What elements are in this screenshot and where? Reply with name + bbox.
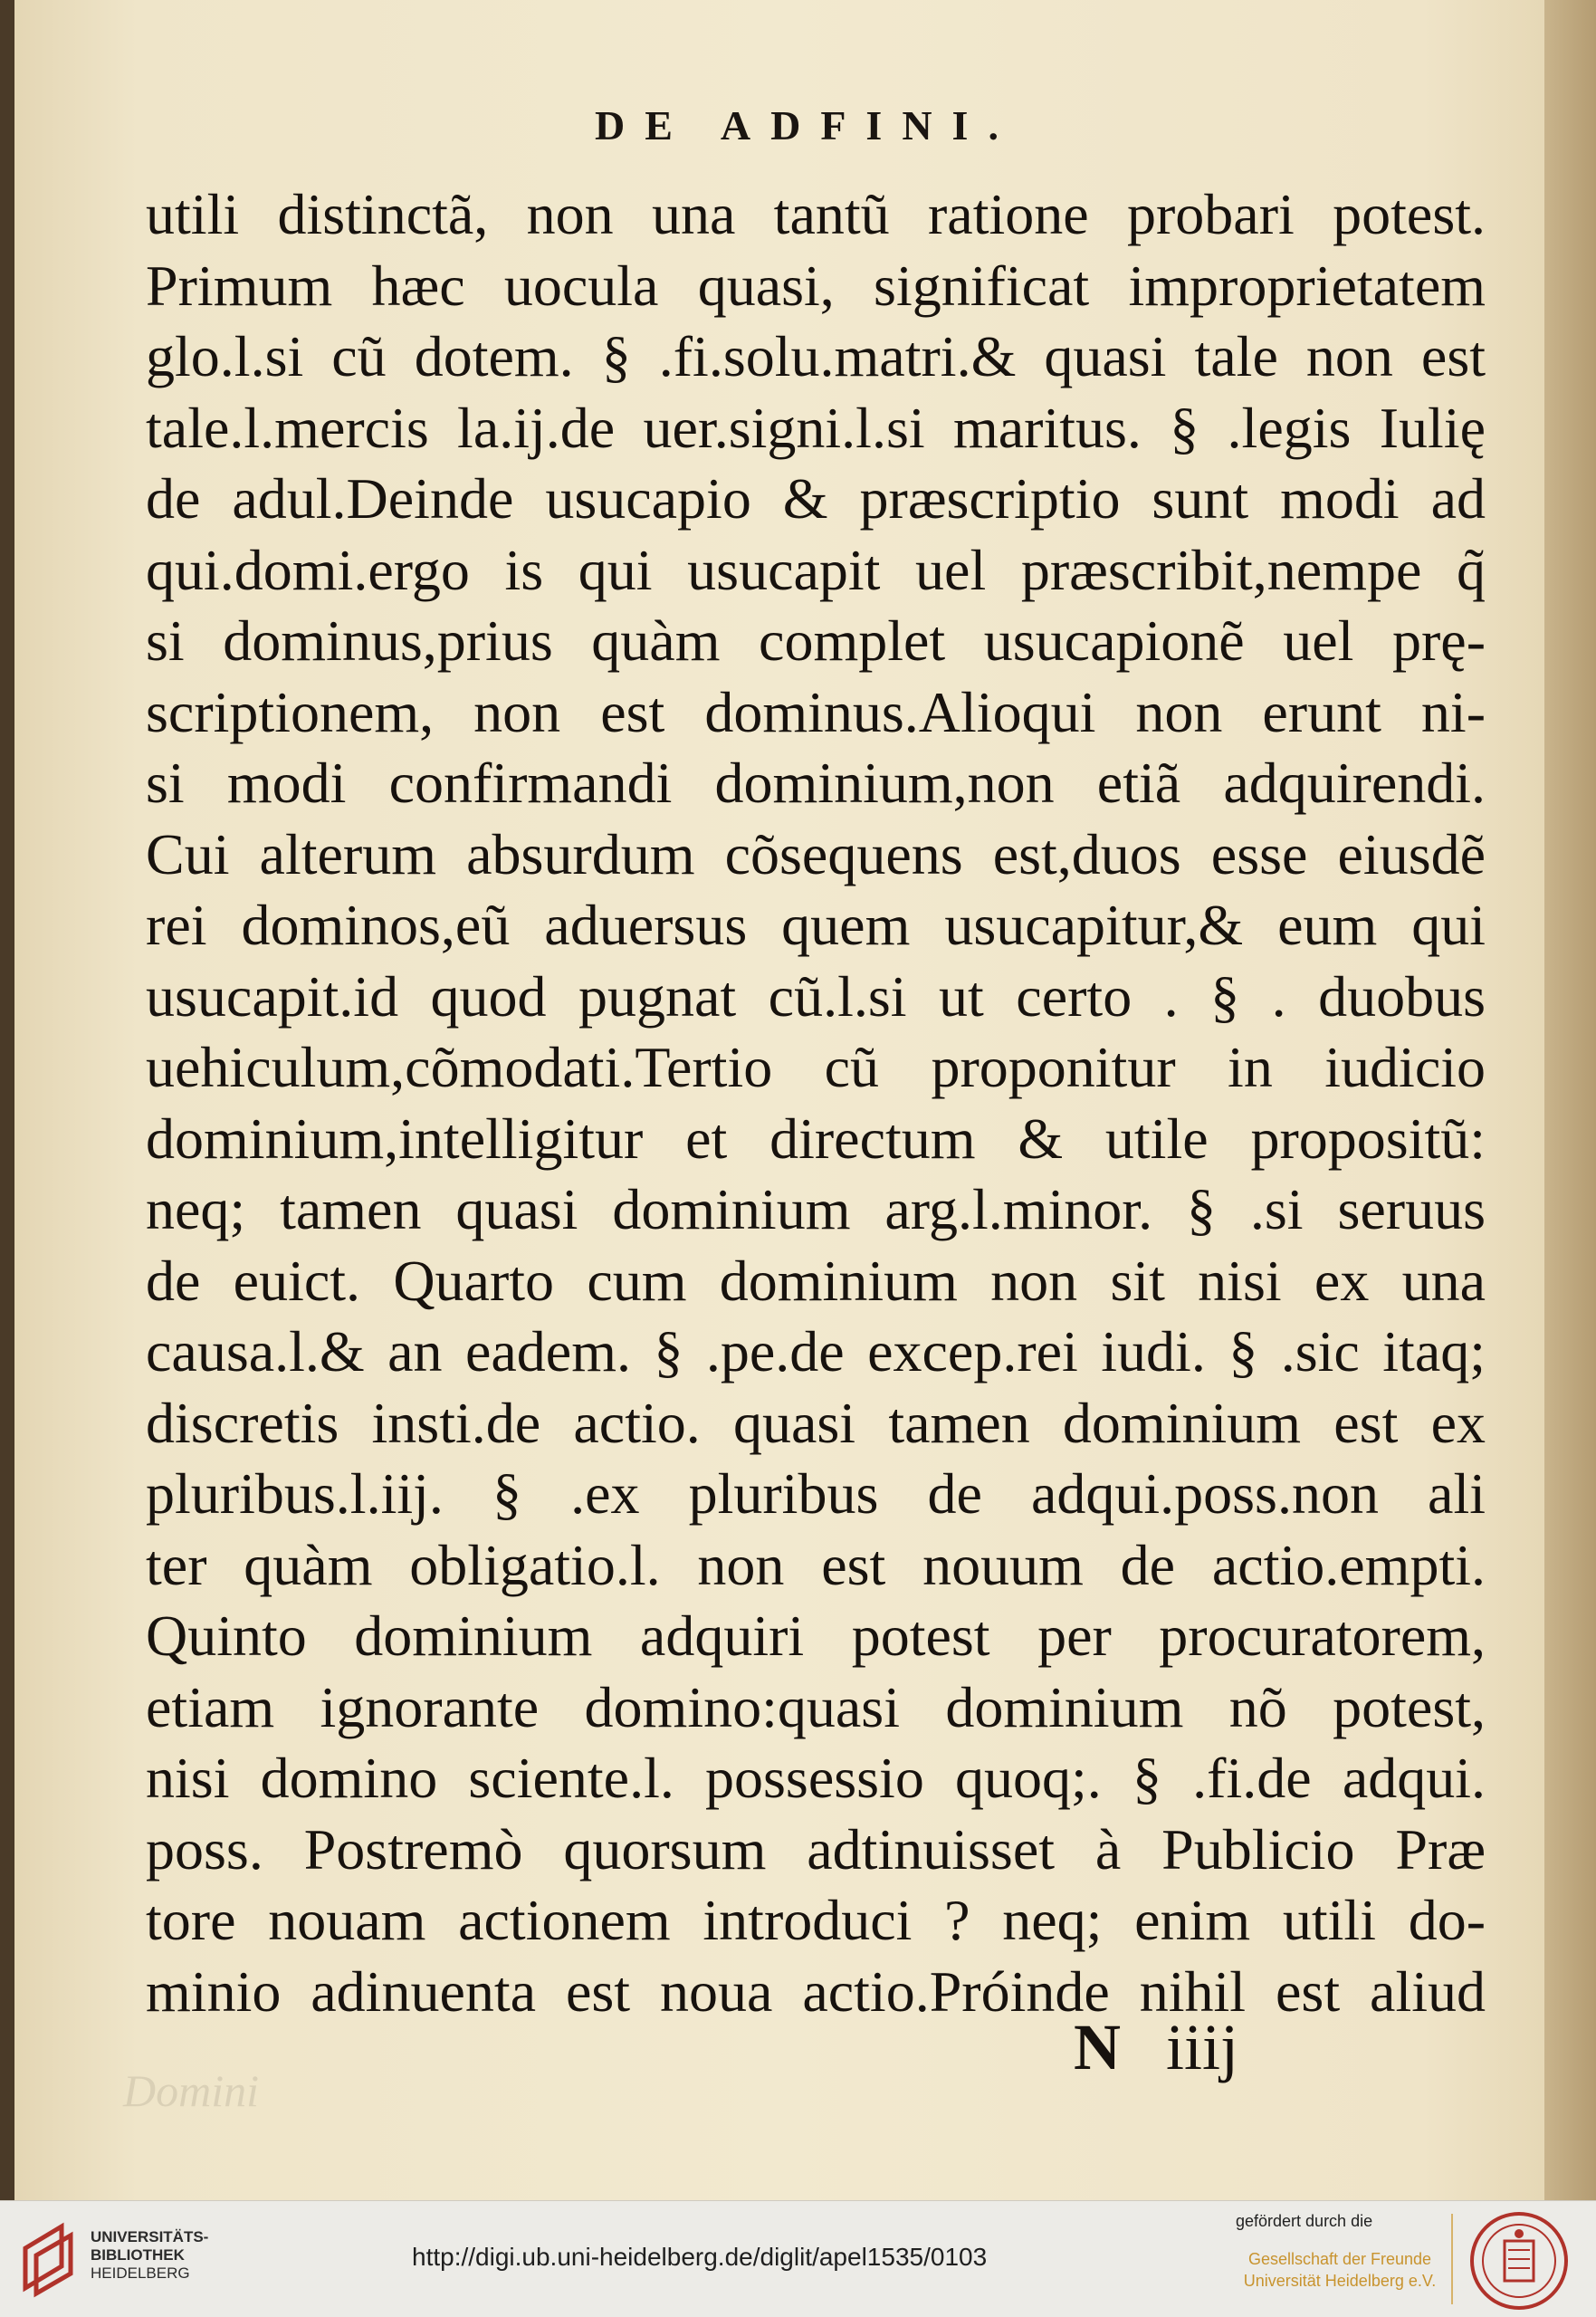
text-line: dominium,intelligitur et directum & utile propositũ:	[146, 1106, 1486, 1171]
text-line: pluribus.l.iij. § .ex pluribus de adqui.poss.non ali	[146, 1461, 1486, 1526]
sponsor-name	[1236, 2248, 1444, 2292]
footer-bar	[0, 2200, 1596, 2317]
faded-catchword: Domini	[123, 2065, 259, 2116]
library-line: UNIVERSITÄTS-	[91, 2228, 209, 2245]
body-text	[146, 179, 1486, 2027]
sponsor-line: Universität Heidelberg e.V.	[1243, 2272, 1437, 2290]
text-line: causa.l.& an eadem. § .pe.de excep.rei iudi. § .sic itaq;	[146, 1319, 1486, 1383]
library-line: BIBLIOTHEK	[91, 2246, 185, 2264]
text-line: qui.domi.ergo is qui usucapit uel præscribit,nempe q̃	[146, 537, 1486, 602]
text-line: minio adinuenta est noua actio.Próinde nihil est aliud	[146, 1958, 1486, 2024]
library-line: HEIDELBERG	[91, 2264, 190, 2282]
sponsor-line: Gesellschaft der Freunde	[1247, 2250, 1432, 2268]
signature-mark	[1074, 2010, 1238, 2085]
text-line: Cui alterum absurdum cõsequens est,duos esse eiusdẽ	[146, 821, 1486, 886]
text-line: tale.l.mercis la.ij.de uer.signi.l.si maritus. § .legis Iulię	[146, 395, 1486, 460]
book-page	[14, 0, 1544, 2200]
text-line: neq; tamen quasi dominium arg.l.minor. § .si seruus	[146, 1177, 1486, 1241]
library-name	[91, 2228, 208, 2283]
text-line: de adul.Deinde usucapio & præscriptio sunt modi ad	[146, 466, 1486, 531]
library-logo-icon	[16, 2217, 81, 2299]
permalink-url[interactable]: http://digi.ub.uni-heidelberg.de/diglit/apel1535/0103	[412, 2243, 988, 2271]
text-line: tore nouam actionem introduci ? neq; enim utili do-	[146, 1888, 1486, 1952]
text-line: nisi domino sciente.l. possessio quoq;. § .fi.de adqui.	[146, 1746, 1486, 1810]
text-line: rei dominos,eũ aduersus quem usucapitur,& eum qui	[146, 893, 1486, 957]
text-line: de euict. Quarto cum dominium non sit nisi ex una	[146, 1248, 1486, 1313]
text-line: si modi confirmandi dominium,non etiã adquirendi.	[146, 751, 1486, 815]
running-heading: DE ADFINI.	[595, 102, 1018, 148]
text-line: si dominus,prius quàm complet usucapionẽ uel prę-	[146, 608, 1486, 673]
text-line: ter quàm obligatio.l. non est nouum de actio.empti.	[146, 1532, 1486, 1597]
text-line: Primum hæc uocula quasi, significat improprietatem	[146, 253, 1486, 318]
text-line: Quinto dominium adquiri potest per procuratorem,	[146, 1604, 1486, 1668]
text-line: utili distinctã, non una tantũ ratione probari potest.	[146, 182, 1486, 246]
text-line: glo.l.si cũ dotem. § .fi.solu.matri.& quasi tale non est	[146, 324, 1486, 388]
signature-number: iiij	[1166, 2011, 1239, 2083]
text-line: scriptionem, non est dominus.Alioqui non erunt ni-	[146, 679, 1486, 744]
text-line: uehiculum,cõmodati.Tertio cũ proponitur in iudicio	[146, 1035, 1486, 1099]
text-line: poss. Postremò quorsum adtinuisset à Publicio Præ	[146, 1816, 1486, 1881]
page-edge	[1544, 0, 1596, 2200]
signature-letter: N	[1074, 2011, 1121, 2083]
footer-divider	[1451, 2214, 1453, 2304]
text-line: usucapit.id quod pugnat cũ.l.si ut certo . § . duobus	[146, 963, 1486, 1029]
text-line: discretis insti.de actio. quasi tamen dominium est ex	[146, 1390, 1486, 1455]
university-seal-icon	[1468, 2210, 1570, 2312]
sponsor-intro: gefördert durch die	[1236, 2212, 1373, 2230]
text-line: etiam ignorante domino:quasi dominium nõ potest,	[146, 1674, 1486, 1739]
